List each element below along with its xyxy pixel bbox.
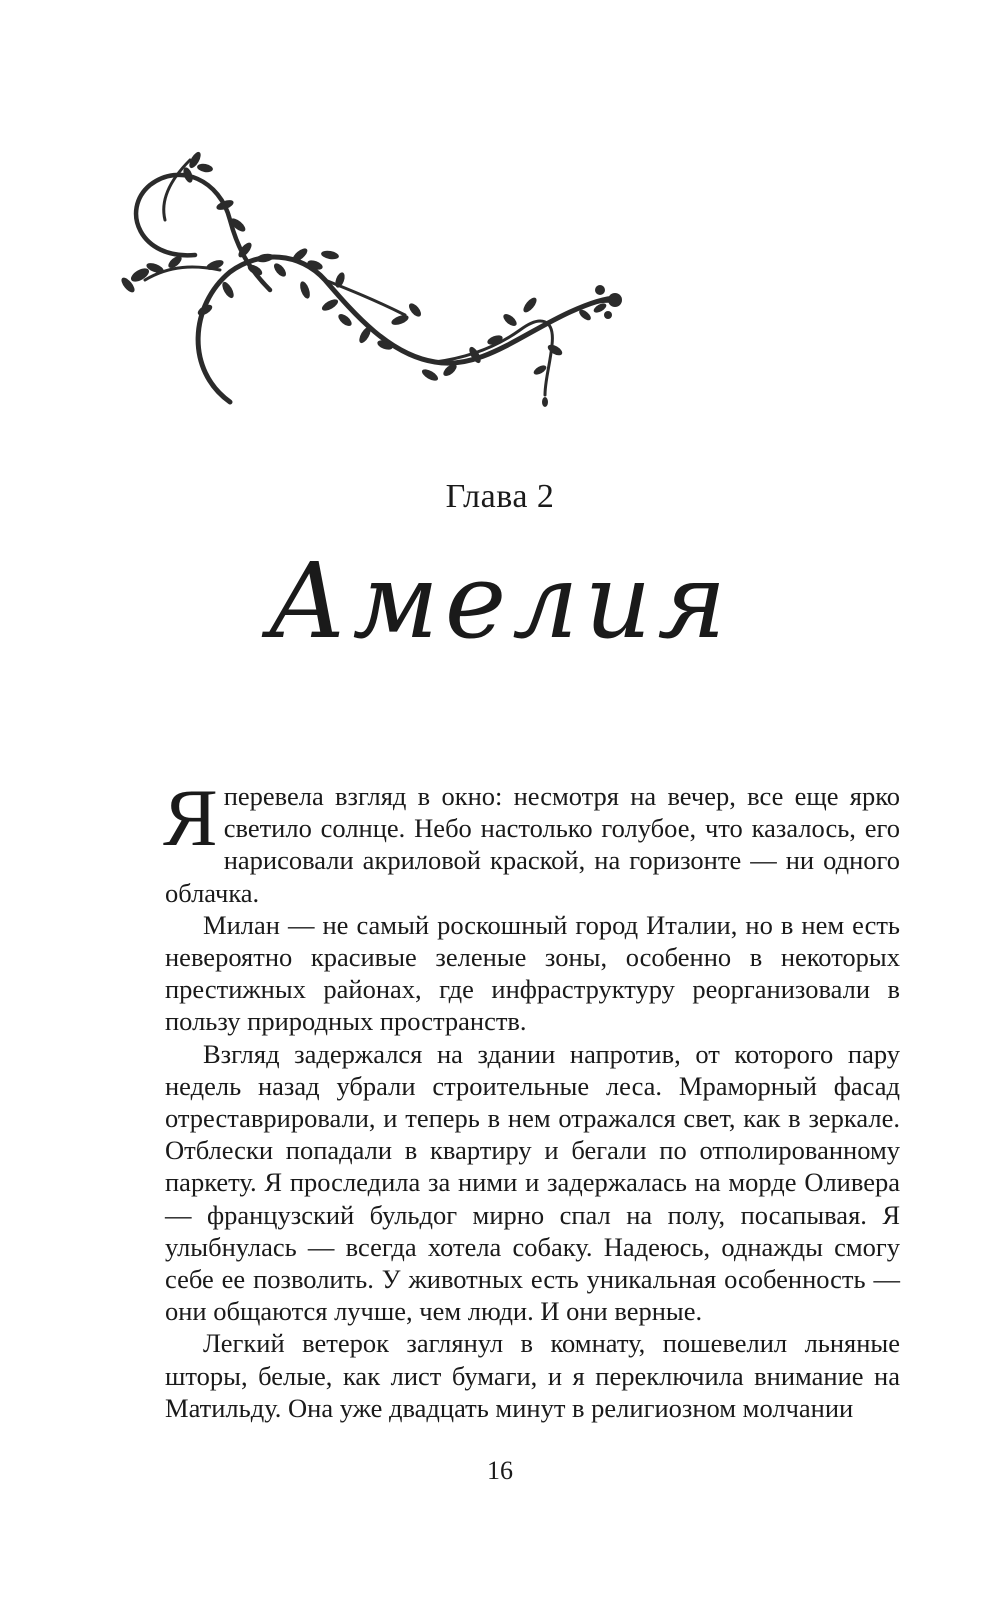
paragraph: Взгляд задержался на здании напротив, от которого пару недель назад убрали строительные леса. Мраморный фасад отреставрировали, и теперь в нем отражался свет, как в зеркале. Отблески попадали в квартиру и бегали по отполированному паркету. Я проследила за ними и задержалась на морде Оливера — французский бульдог мирно спал на полу, посапывая. Я улыбнулась — всегда хотела собаку. Надеюсь, однажды смогу себе ее позволить. У животных есть уникальная особенность — они общаются лучше, чем люди. И они верные. (165, 1038, 900, 1327)
page-number: 16 (487, 1456, 513, 1485)
paragraph: Легкий ветерок заглянул в комнату, пошевелил льняные шторы, белые, как лист бумаги, и я переключила внимание на Матильду. Она уже двадцать минут в религиозном молчании (165, 1328, 900, 1423)
rose-vine-ornament-icon (100, 140, 660, 430)
chapter-number: Глава 2 (445, 478, 555, 515)
paragraph (163, 772, 900, 909)
drop-cap: Я (163, 772, 218, 863)
paragraph-text: перевела взгляд в окно: несмотря на вечер, все еще ярко светило солнце. Небо настолько голубое, что казалось, его нарисовали акриловой краской, на горизонте — ни одного облачка. (165, 781, 900, 908)
chapter-body (163, 772, 900, 1424)
paragraph: Милан — не самый роскошный город Италии, но в нем есть невероятно красивые зеленые зоны, особенно в некоторых престижных районах, где инфраструктуру реорганизовали в пользу природных пространств. (165, 909, 900, 1037)
chapter-title: Амелия (267, 540, 733, 662)
